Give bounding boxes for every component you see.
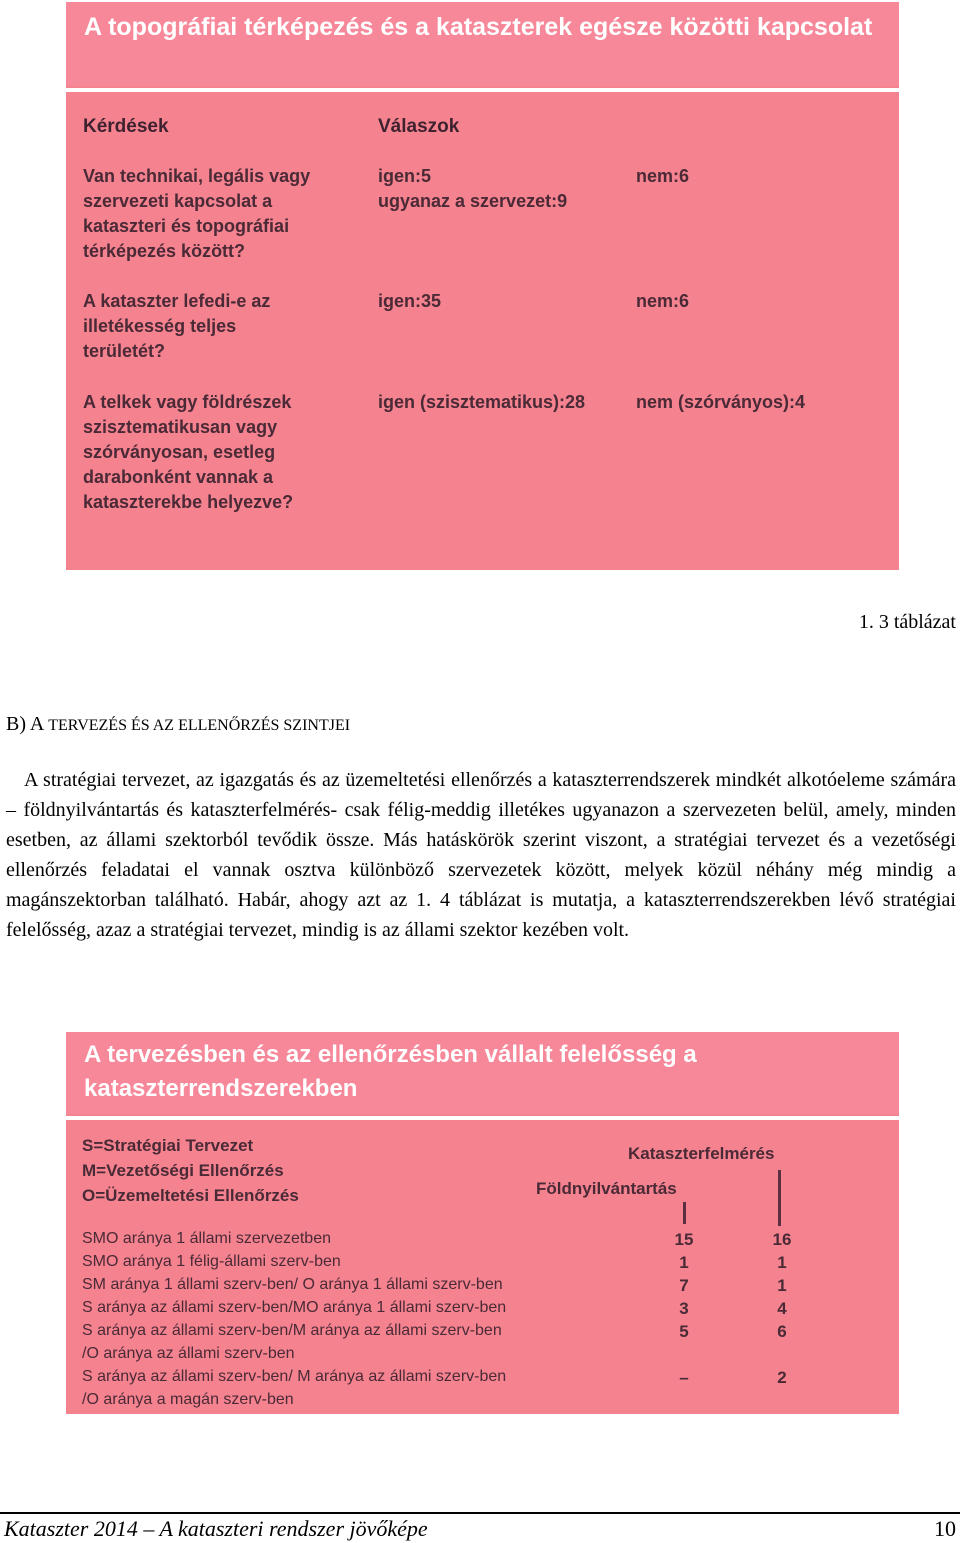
- footer-title: Kataszter 2014 – A kataszteri rendszer jövőképe: [4, 1516, 428, 1541]
- questions-header: Kérdések: [83, 116, 169, 137]
- value-kataszter: 2: [777, 1368, 787, 1387]
- column-marker-fold: [683, 1202, 686, 1224]
- column-marker-kataszter: [778, 1170, 781, 1226]
- table-row-label: /O aránya az állami szerv-ben: [82, 1345, 295, 1362]
- table-caption: 1. 3 táblázat: [858, 611, 956, 633]
- table-row-label: /O aránya a magán szerv-ben: [82, 1391, 294, 1408]
- answer-1-no: nem:6: [636, 166, 690, 186]
- page-footer: [0, 1512, 960, 1543]
- figure-topographic-cadastre: [66, 2, 899, 570]
- value-fold: 7: [679, 1276, 689, 1295]
- value-fold: –: [679, 1368, 689, 1387]
- legend-m: M=Vezetőségi Ellenőrzés: [82, 1161, 284, 1180]
- answer-2-no: nem:6: [636, 291, 690, 311]
- divider: [66, 1116, 899, 1120]
- table-row-label: S aránya az állami szerv-ben/ M aránya az állami szerv-ben: [82, 1368, 507, 1385]
- section-heading: [6, 713, 350, 736]
- question-1: Van technikai, legális vagy szervezeti kapcsolat a kataszteri és topográfiai térképezés között?: [83, 166, 311, 261]
- answer-1-same: ugyanaz a szervezet:9: [378, 191, 568, 211]
- page-number: 10: [934, 1516, 956, 1541]
- value-fold: 3: [679, 1299, 689, 1318]
- table-row-label: SMO aránya 1 állami szervezetben: [82, 1230, 331, 1247]
- answer-3-yes: igen (szisztematikus):28: [378, 392, 586, 412]
- answer-2-yes: igen:35: [378, 291, 442, 311]
- body-paragraph: [6, 765, 956, 945]
- value-kataszter: 1: [777, 1276, 787, 1295]
- legend-s: S=Stratégiai Tervezet: [82, 1136, 254, 1155]
- value-kataszter: 16: [772, 1230, 792, 1249]
- value-fold: 1: [679, 1253, 689, 1272]
- table-row-label: SMO aránya 1 félig-állami szerv-ben: [82, 1253, 341, 1270]
- section-title: TERVEZÉS ÉS AZ ELLENŐRZÉS SZINTJEI: [48, 717, 351, 734]
- table-row-label: S aránya az állami szerv-ben/M aránya az állami szerv-ben: [82, 1322, 502, 1339]
- answer-1-yes: igen:5: [378, 166, 432, 186]
- question-2: A kataszter lefedi-e az illetékesség teljes területét?: [83, 291, 271, 361]
- question-3: A telkek vagy földrészek szisztematikusan vagy szórványosan, esetleg darabonként vannak a kataszterekbe helyezve?: [83, 392, 294, 512]
- figure-responsibility: [66, 1032, 899, 1414]
- answer-3-no: nem (szórványos):4: [636, 392, 806, 412]
- legend-o: O=Üzemeltetési Ellenőrzés: [82, 1186, 299, 1205]
- table-row-label: S aránya az állami szerv-ben/MO aránya 1 állami szerv-ben: [82, 1299, 507, 1316]
- value-kataszter: 4: [777, 1299, 787, 1318]
- table-row-label: SM aránya 1 állami szerv-ben/ O aránya 1 állami szerv-ben: [82, 1276, 503, 1293]
- figure-title: A topográfiai térképezés és a kataszterek egésze közötti kapcsolat: [84, 13, 873, 41]
- answers-header: Válaszok: [378, 116, 460, 137]
- value-fold: 15: [674, 1230, 694, 1249]
- section-prefix: B) A: [6, 713, 49, 735]
- divider: [66, 88, 899, 92]
- column-header-kataszterfelmeres: Kataszterfelmérés: [628, 1144, 775, 1163]
- value-kataszter: 6: [777, 1322, 787, 1341]
- value-kataszter: 1: [777, 1253, 787, 1272]
- body-text: A stratégiai tervezet, az igazgatás és az üzemeltetési ellenőrzés a kataszterrendszerek mindkét alkotóeleme számára – földnyilvántartás és kataszterfelmérés- csak félig-meddig illetékes ugyanazon a szervezeten belül, amely, minden esetben, az állami szektorból tevődik össze. Más hatáskörök szerint viszont, a stratégiai tervezet és a vezetőségi ellenőrzés feladatai el vannak osztva különböző szervezetek között, melyek közül néhány még mindig a magánszektorban található. Habár, ahogy azt az 1. 4 táblázat is mutatja, a kataszterrendszerekben lévő stratégiai felelősség, azaz a stratégiai tervezet, mindig is az állami szektor kezében volt.: [6, 769, 956, 941]
- figure-title: A tervezésben és az ellenőrzésben vállalt felelősség a kataszterrendszerekben: [84, 1041, 697, 1102]
- value-fold: 5: [679, 1322, 689, 1341]
- column-header-foldnyilvantartas: Földnyilvántartás: [536, 1179, 677, 1198]
